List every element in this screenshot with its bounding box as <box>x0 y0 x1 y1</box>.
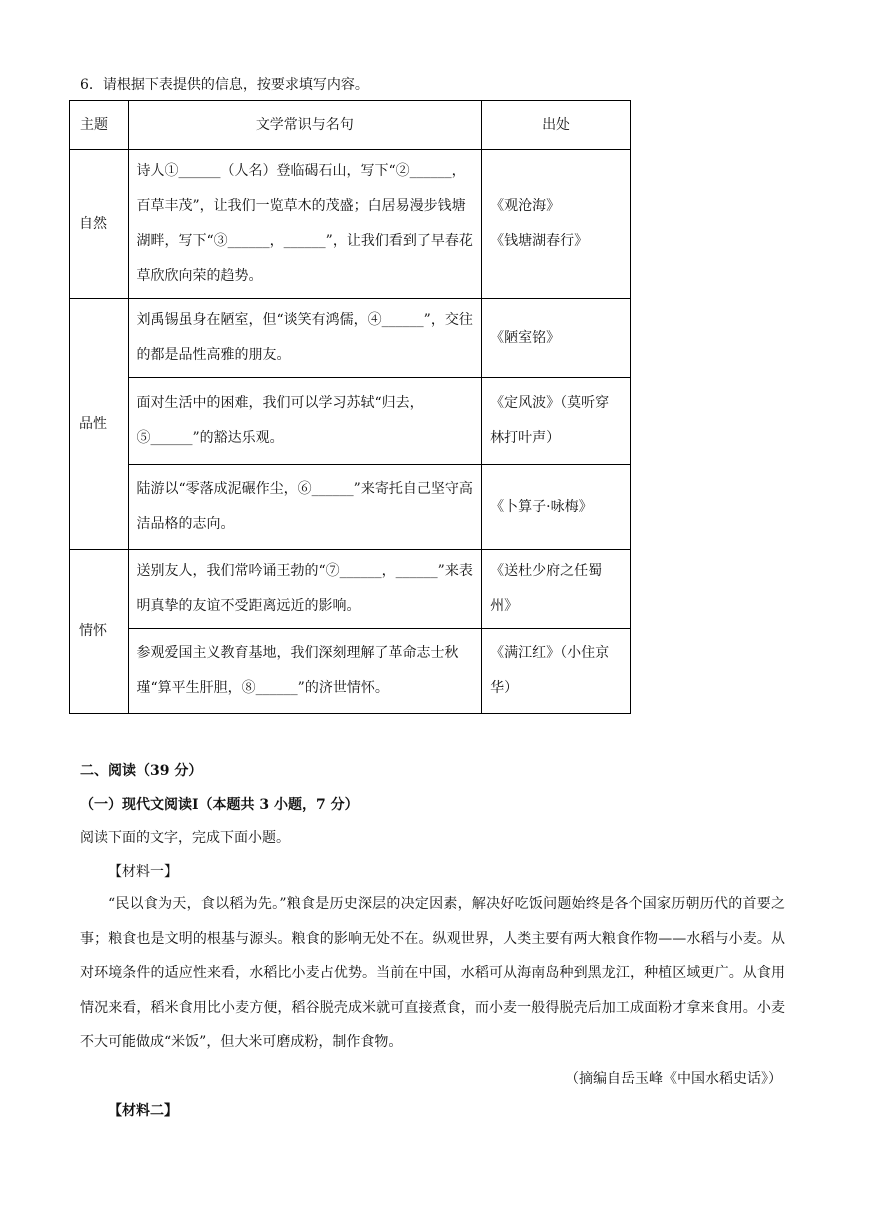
header-theme: 主题 <box>70 101 129 150</box>
source-cell: 《陋室铭》 <box>482 299 631 378</box>
text-cell: 面对生活中的困难，我们可以学习苏轼“归去，⑤______”的豁达乐观。 <box>128 378 482 465</box>
literature-table <box>69 100 631 714</box>
table-row <box>70 550 631 629</box>
theme-cell: 情怀 <box>70 550 129 714</box>
text-cell: 参观爱国主义教育基地，我们深刻理解了革命志士秋瑾“算平生肝胆，⑧______”的济世情怀。 <box>128 629 482 714</box>
material-1-label: 【材料一】 <box>108 864 178 880</box>
text-cell: 陆游以“零落成泥碾作尘，⑥______”来寄托自己坚守高洁品格的志向。 <box>128 465 482 550</box>
source-cell: 《定风波》（莫听穿林打叶声） <box>482 378 631 465</box>
section-heading: 二、阅读（39 分） <box>80 763 203 779</box>
source-cell: 《卜算子·咏梅》 <box>482 465 631 550</box>
text-cell: 送别友人，我们常吟诵王勃的“⑦______，______”来表明真挚的友谊不受距离远近的影响。 <box>128 550 482 629</box>
source-cell: 《观沧海》 《钱塘湖春行》 <box>482 150 631 299</box>
table-row <box>70 629 631 714</box>
header-source: 出处 <box>482 101 631 150</box>
table-row <box>70 465 631 550</box>
table-header-row <box>70 101 631 150</box>
source-cell: 《送杜少府之任蜀州》 <box>482 550 631 629</box>
instruction-text: 阅读下面的文字，完成下面小题。 <box>80 830 290 846</box>
question-6-prompt: 6．请根据下表提供的信息，按要求填写内容。 <box>80 77 369 93</box>
table-row <box>70 378 631 465</box>
table-row <box>70 150 631 299</box>
material-2-label: 【材料二】 <box>108 1103 178 1119</box>
theme-cell: 品性 <box>70 299 129 550</box>
table-row <box>70 299 631 378</box>
material-1-citation: （摘编自岳玉峰《中国水稻史话》） <box>565 1071 782 1087</box>
theme-cell: 自然 <box>70 150 129 299</box>
source-cell: 《满江红》（小住京华） <box>482 629 631 714</box>
text-cell: 刘禹锡虽身在陋室，但“谈笑有鸿儒，④______”，交往的都是品性高雅的朋友。 <box>128 299 482 378</box>
material-1-paragraph: “民以食为天，食以稻为先。”粮食是历史深层的决定因素，解决好吃饭问题始终是各个国家历朝历代的首要之事；粮食也是文明的根基与源头。粮食的影响无处不在。纵观世界，人类主要有两大粮食作物——水稻与小麦。从对环境条件的适应性来看，水稻比小麦占优势。当前在中国，水稻可从海南岛种到黑龙江，种植区域更广。从食用情况来看，稻米食用比小麦方便，稻谷脱壳成米就可直接煮食，而小麦一般得脱壳后加工成面粉才拿来食用。小麦不大可能做成“米饭”，但大米可磨成粉，制作食物。 <box>80 896 785 1050</box>
text-cell: 诗人①______（人名）登临碣石山，写下“②______，百草丰茂”，让我们一览草木的茂盛；白居易漫步钱塘湖畔，写下“③______，______”，让我们看到了早春花草欣欣向荣的趋势。 <box>128 150 482 299</box>
header-knowledge: 文学常识与名句 <box>128 101 482 150</box>
subsection-heading: （一）现代文阅读Ⅰ（本题共 3 小题，7 分） <box>80 797 359 813</box>
